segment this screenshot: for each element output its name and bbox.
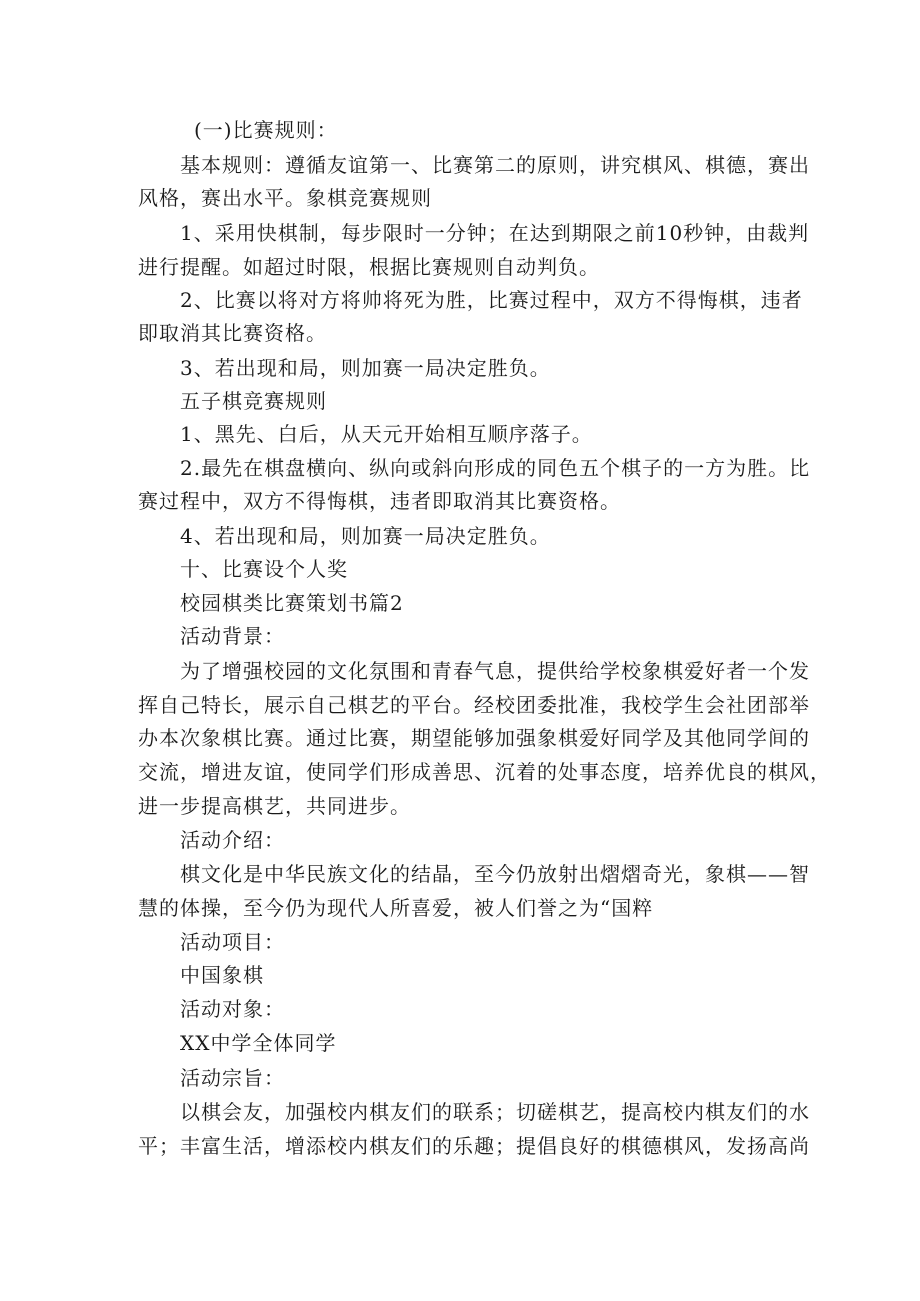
subheading-gomoku-rules: 五子棋竞赛规则 (180, 389, 327, 413)
paragraph-line: 挥自己特长，展示自己棋艺的平台。经校团委批准，我校学生会社团部举 (138, 693, 810, 717)
section-heading-rules: (一)比赛规则： (194, 118, 338, 142)
paragraph-line: 2、比赛以将对方将帅将死为胜，比赛过程中，双方不得悔棋，违者 (180, 288, 803, 312)
paragraph-line: 以棋会友，加强校内棋友们的联系；切磋棋艺，提高校内棋友们的水 (180, 1100, 810, 1124)
paragraph-line: 基本规则：遵循友谊第一、比赛第二的原则，讲究棋风、棋德，赛出 (180, 153, 810, 177)
value-activity-project: 中国象棋 (180, 963, 264, 987)
paragraph-line: 交流，增进友谊，使同学们形成善思、沉着的处事态度，培养优良的棋风， (138, 760, 831, 784)
paragraph-line: 平；丰富生活，增添校内棋友们的乐趣；提倡良好的棋德棋风，发扬高尚 (138, 1134, 810, 1158)
paragraph-line: 棋文化是中华民族文化的结晶，至今仍放射出熠熠奇光，象棋——智 (180, 862, 810, 886)
paragraph-line: 慧的体操，至今仍为现代人所喜爱，被人们誉之为“国粹 (138, 896, 654, 920)
section-heading-awards: 十、比赛设个人奖 (180, 557, 348, 581)
label-activity-intro: 活动介绍： (180, 828, 285, 852)
paragraph-line: 即取消其比赛资格。 (138, 321, 327, 345)
label-activity-purpose: 活动宗旨： (180, 1066, 285, 1090)
paragraph-line: 赛过程中，双方不得悔棋，违者即取消其比赛资格。 (138, 489, 621, 513)
paragraph-line: 3、若出现和局，则加赛一局决定胜负。 (180, 356, 551, 380)
label-activity-target: 活动对象： (180, 997, 285, 1021)
paragraph-line: 进一步提高棋艺，共同进步。 (138, 794, 411, 818)
paragraph-line: 办本次象棋比赛。通过比赛，期望能够加强象棋爱好同学及其他同学间的 (138, 726, 810, 750)
paragraph-line: 4、若出现和局，则加赛一局决定胜负。 (180, 524, 551, 548)
paragraph-line: 1、黑先、白后，从天元开始相互顺序落子。 (180, 422, 593, 446)
section-heading-plan-2: 校园棋类比赛策划书篇2 (180, 591, 404, 615)
paragraph-line: 为了增强校园的文化氛围和青春气息，提供给学校象棋爱好者一个发 (180, 659, 810, 683)
paragraph-line: 进行提醒。如超过时限，根据比赛规则自动判负。 (138, 255, 600, 279)
value-activity-target: XX中学全体同学 (180, 1031, 337, 1055)
paragraph-line: 风格，赛出水平。象棋竞赛规则 (138, 186, 432, 210)
paragraph-line: 2.最先在棋盘横向、纵向或斜向形成的同色五个棋子的一方为胜。比 (180, 456, 811, 480)
paragraph-line: 1、采用快棋制，每步限时一分钟；在达到期限之前10秒钟，由裁判 (180, 221, 810, 245)
label-activity-background: 活动背景： (180, 624, 285, 648)
label-activity-project: 活动项目： (180, 930, 285, 954)
